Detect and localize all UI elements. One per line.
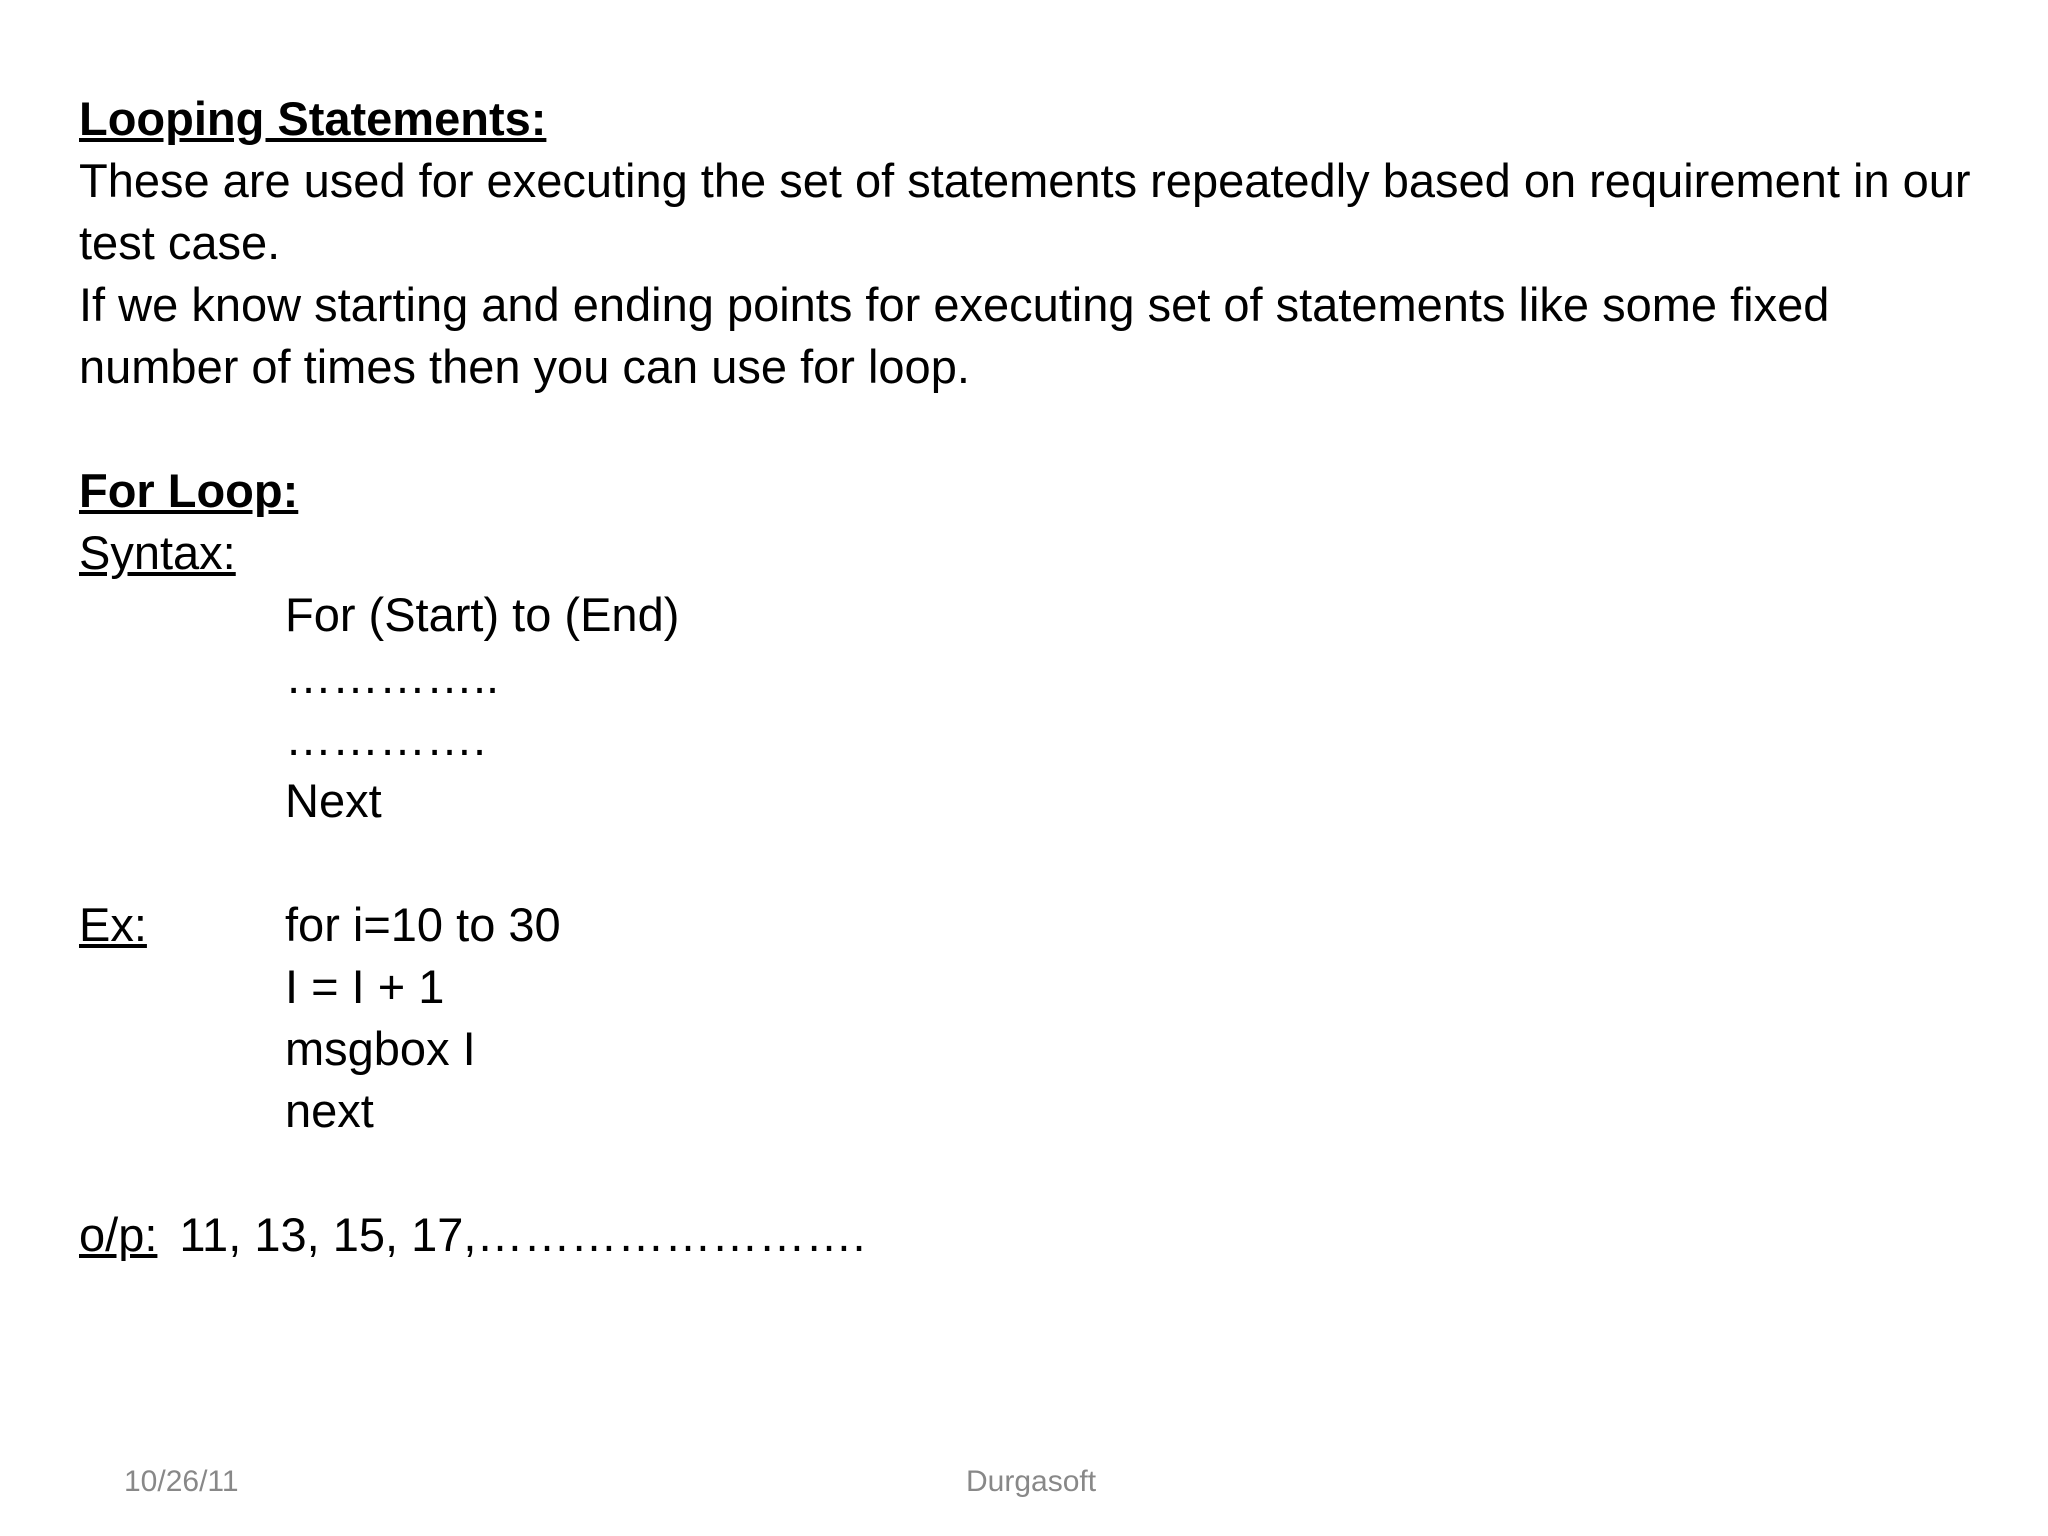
example-label: Ex: [79,898,147,951]
syntax-line: ………….. [285,650,500,703]
example-line-row [79,1018,1979,1080]
syntax-line-row [79,646,1979,708]
spacer [79,832,1979,894]
syntax-line-row [79,770,1979,832]
example-line-row [79,956,1979,1018]
syntax-label-row [79,522,1979,584]
example-line: next [285,1084,374,1137]
output-label: o/p: [79,1208,158,1261]
example-line-row [79,894,1979,956]
footer-brand: Durgasoft [966,1465,1097,1498]
example-line-row [79,1080,1979,1142]
syntax-line-row [79,708,1979,770]
example-line: I = I + 1 [285,960,445,1013]
footer-date: 10/26/11 [124,1465,239,1498]
spacer [79,1142,1979,1204]
looping-statements-heading: Looping Statements: [79,92,547,145]
for-loop-heading: For Loop: [79,464,299,517]
syntax-label: Syntax: [79,526,236,579]
slide-content [79,88,1979,1266]
example-line: for i=10 to 30 [285,898,561,951]
syntax-line-row [79,584,1979,646]
for-loop-usage-paragraph: If we know starting and ending points for executing set of statements like some fixed number of times then you can use for loop. [79,278,1830,393]
output-line [79,1204,1979,1266]
looping-description-paragraph: These are used for executing the set of statements repeatedly based on requirement in our test case. [79,154,1971,269]
example-line: msgbox I [285,1022,476,1075]
spacer [79,398,1979,460]
syntax-line: …………. [285,712,487,765]
syntax-line: For (Start) to (End) [285,588,680,641]
output-value: 11, 13, 15, 17,……………………. [179,1208,866,1261]
syntax-line: Next [285,774,382,827]
